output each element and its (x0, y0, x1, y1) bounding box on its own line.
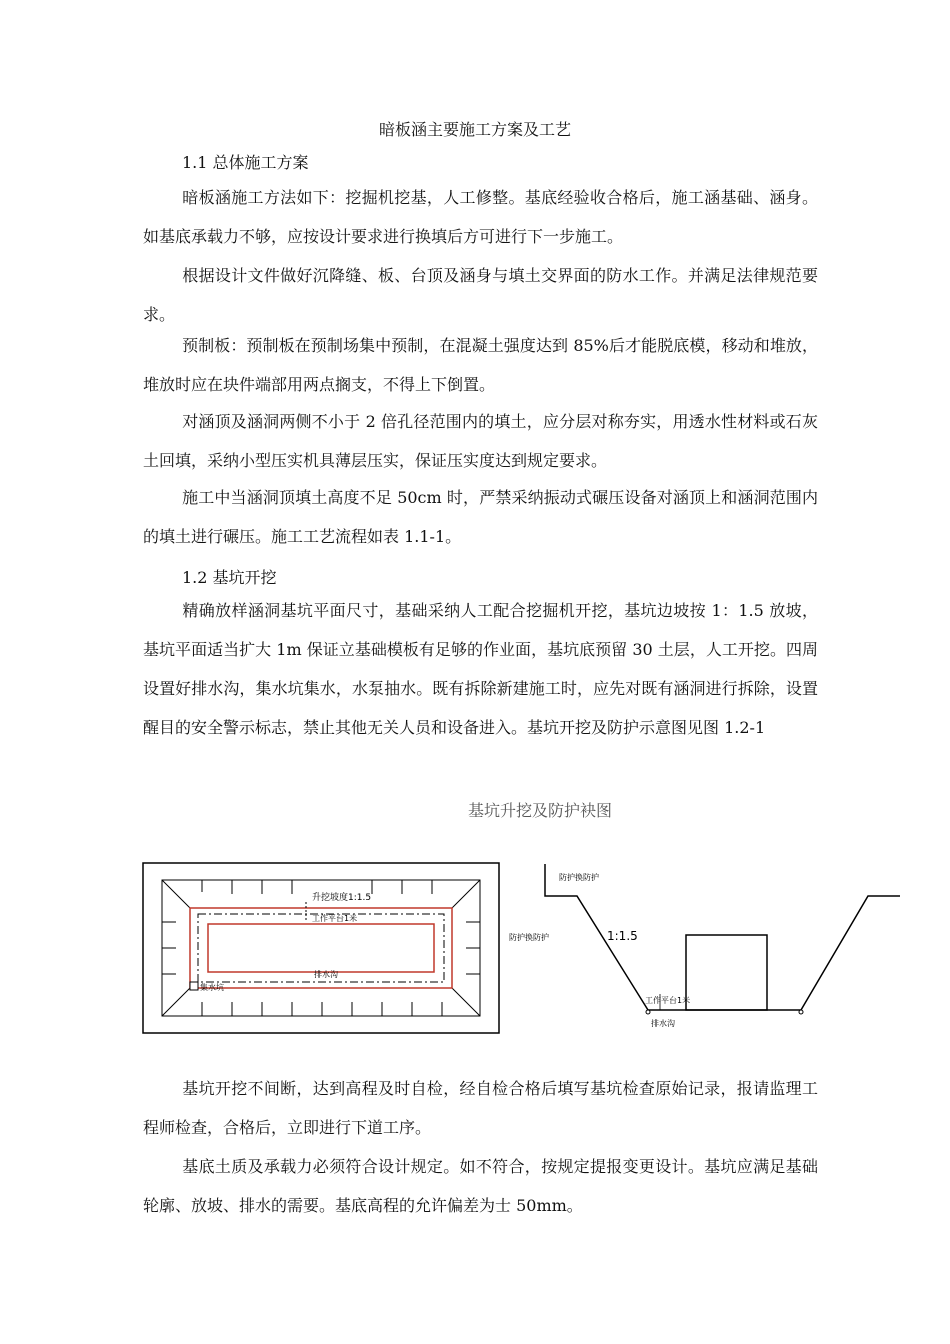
paragraph-7-text: 基坑开挖不间断，达到高程及时自检，经自检合格后填写基坑检查原始记录，报请监理工程师检查，合格后，立即进行下道工序。 (143, 1079, 818, 1137)
paragraph-1 (143, 178, 818, 256)
figure-caption: 基坑升挖及防护袂图 (467, 801, 612, 820)
section-drain-label: 排水沟 (651, 1019, 675, 1028)
plan-sump-label: 集水坑 (200, 983, 224, 992)
section-platform-label: 工作平台1米 (645, 996, 691, 1005)
cross-section-diagram (505, 862, 900, 1034)
section-protect-top-label: 防护换防护 (559, 873, 599, 882)
paragraph-3-text: 预制板：预制板在预制场集中预制，在混凝土强度达到 85%后才能脱底模，移动和堆放，堆放时应在块件端部用两点搁支，不得上下倒置。 (143, 336, 818, 394)
plan-platform-label: 工作平台1米 (312, 914, 358, 923)
paragraph-2-text: 根据设计文件做好沉降缝、板、台顶及涵身与填土交界面的防水工作。并满足法律规范要求。 (143, 266, 818, 324)
paragraph-2 (143, 256, 818, 334)
paragraph-5-text: 施工中当涵洞顶填土高度不足 50cm 时，严禁采纳振动式碾压设备对涵顶上和涵洞范围内的填土进行碾压。施工工艺流程如表 1.1-1。 (143, 488, 818, 546)
paragraph-8 (143, 1147, 818, 1225)
paragraph-4 (143, 402, 818, 480)
section-slope-label: 1:1.5 (607, 929, 638, 943)
paragraph-6 (143, 591, 818, 747)
paragraph-4-text: 对涵顶及涵洞两侧不小于 2 倍孔径范围内的填土，应分层对称夯实，用透水性材料或石灰土回填，采纳小型压实机具薄层压实，保证压实度达到规定要求。 (143, 412, 818, 470)
plan-drain-label: 排水沟 (314, 970, 338, 979)
paragraph-3 (143, 326, 818, 404)
document-title: 暗板涵主要施工方案及工艺 (378, 120, 571, 139)
paragraph-7 (143, 1069, 818, 1147)
section-protect-side-label: 防护换防护 (509, 933, 549, 942)
paragraph-1-text: 暗板涵施工方法如下：挖掘机挖基，人工修整。基底经验收合格后，施工涵基础、涵身。如基底承载力不够，应按设计要求进行换填后方可进行下一步施工。 (143, 188, 818, 246)
section-heading-1-2: 1.2 基坑开挖 (182, 568, 277, 587)
paragraph-6-text: 精确放样涵洞基坑平面尺寸，基础采纳人工配合挖掘机开挖，基坑边坡按 1：1.5 放坡，基坑平面适当扩大 1m 保证立基础模板有足够的作业面，基坑底预留 30 土层，人工开挖。四周设置好排水沟，集水坑集水，水泵抽水。既有拆除新建施工时，应先对既有涵洞进行拆除，设置醒目的安全警示标志，禁止其他无关人员和设备进入。基坑开挖及防护示意图见图 1.2-1 (143, 601, 818, 737)
paragraph-8-text: 基底土质及承载力必须符合设计规定。如不符合，按规定提报变更设计。基坑应满足基础轮廓、放坡、排水的需要。基底高程的允许偏差为士 50mm。 (143, 1157, 818, 1215)
plan-slope-label: 升挖坡度1:1.5 (312, 893, 372, 903)
plan-view-diagram (142, 862, 500, 1034)
paragraph-5 (143, 478, 818, 556)
section-heading-1-1: 1.1 总体施工方案 (182, 153, 309, 172)
